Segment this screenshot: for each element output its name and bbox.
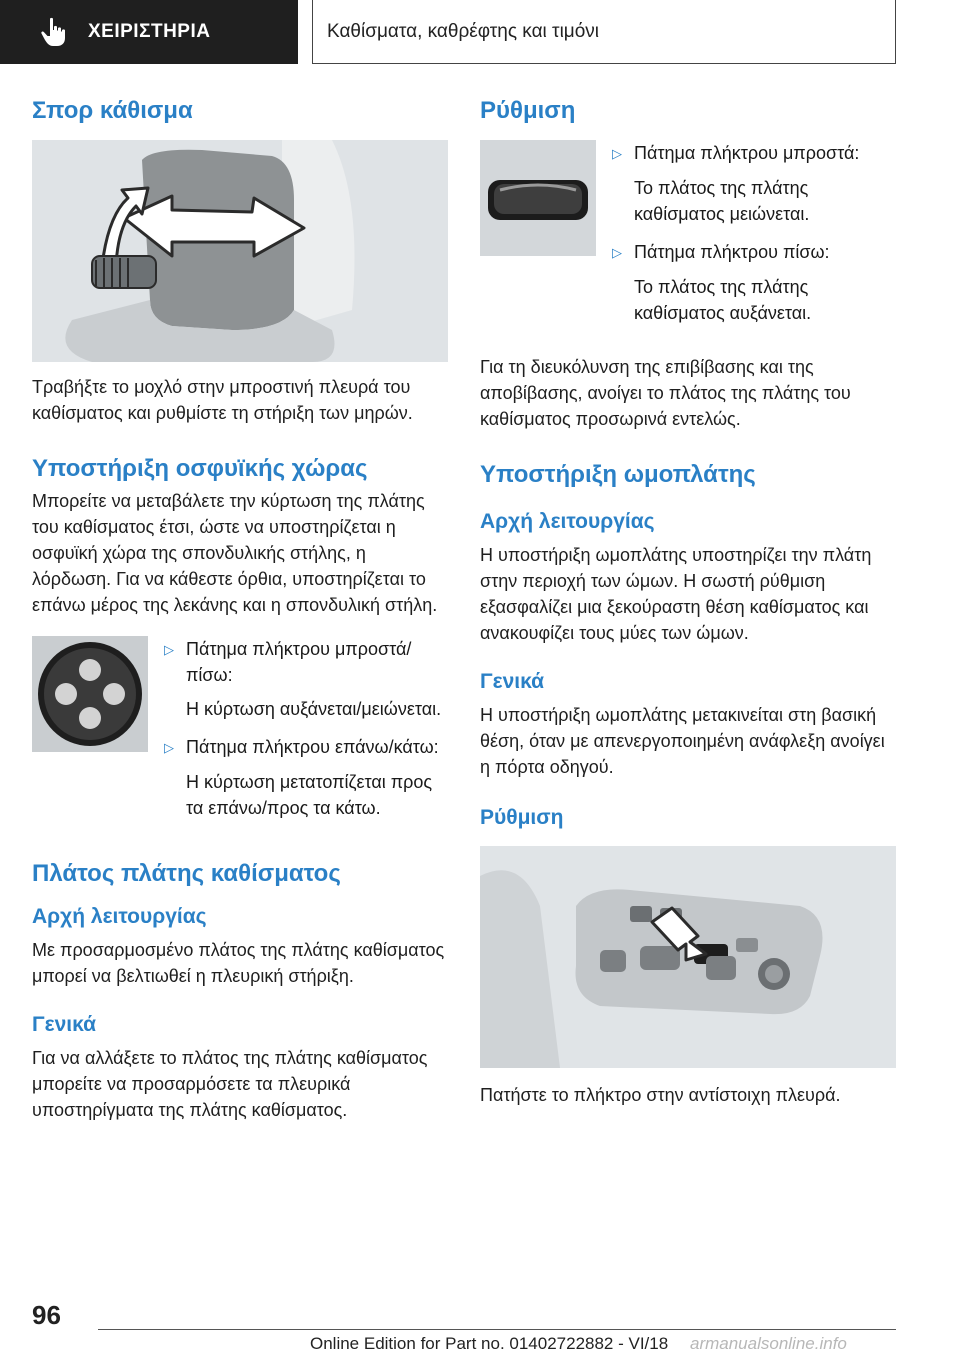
- left-column: [32, 96, 448, 1123]
- lumbar-switch-illustration: [32, 636, 148, 752]
- right-column: [480, 96, 896, 1108]
- step-action: Πάτημα πλήκτρου μπροστά/πίσω:: [186, 639, 412, 685]
- shoulder-principle-heading: Αρχή λειτουργίας: [480, 510, 655, 533]
- width-general-heading: Γενικά: [32, 1013, 97, 1036]
- step-item: [612, 239, 896, 266]
- step-result: Η κύρτωση μετατοπίζεται προς τα επάνω/προς τα κάτω.: [186, 772, 433, 818]
- step-result: Το πλάτος της πλάτης καθίσματος μειώνεται.: [634, 178, 810, 224]
- header-tab-manual: [0, 0, 298, 64]
- shoulder-heading: Υποστήριξη ωμοπλάτης: [480, 461, 756, 488]
- triangle-bullet-icon: ▷: [164, 740, 174, 755]
- shoulder-adjust-text: Πατήστε το πλήκτρο στην αντίστοιχη πλευρά.: [480, 1085, 841, 1105]
- width-general-text: Για να αλλάξετε το πλάτος της πλάτης καθίσματος μπορείτε να προσαρμόσετε τα πλευρικά υποστηρίγματα της πλάτης καθίσματος.: [32, 1048, 428, 1120]
- shoulder-figure: [480, 846, 896, 1068]
- width-heading: Πλάτος πλάτης καθίσματος: [32, 860, 341, 887]
- chapter-title: Καθίσματα, καθρέφτης και τιμόνι: [327, 20, 600, 42]
- step-action: Πάτημα πλήκτρου επάνω/κάτω:: [186, 737, 439, 757]
- step-action: Πάτημα πλήκτρου πίσω:: [634, 242, 830, 262]
- adjust-heading: Ρύθμιση: [480, 97, 576, 124]
- lumbar-text: Μπορείτε να μεταβάλετε την κύρτωση της πλάτης του καθίσματος έτσι, ώστε να υποστηρίζεται η οσφυϊκή χώρα της σπονδυλικής στήλης, η λόρδωση. Για να κάθεστε όρθια, υποστηρίζεται το επάνω μέρος της λεκάνης και η σπονδυλική στήλη.: [32, 491, 438, 615]
- lumbar-controls: [32, 636, 448, 833]
- step-item: [164, 636, 448, 688]
- footer-divider: [98, 1329, 896, 1330]
- footer-edition: Online Edition for Part no. 01402722882 - VI/18: [310, 1334, 669, 1353]
- width-principle-text: Με προσαρμοσμένο πλάτος της πλάτης καθίσματος μπορεί να βελτιωθεί η πλευρική στήριξη.: [32, 940, 445, 986]
- seat-switches-illustration: [480, 846, 896, 1068]
- step-item: [612, 140, 896, 167]
- sport-seat-heading: Σπορ κάθισμα: [32, 97, 193, 124]
- width-switch-figure: [480, 140, 596, 256]
- shoulder-principle-text: Η υποστήριξη ωμοπλάτης υποστηρίζει την πλάτη στην περιοχή των ώμων. Η σωστή ρύθμιση εξασφαλίζει μια ξεκούραστη θέση καθίσματος και ανακουφίζει τους μύες των ώμων.: [480, 545, 872, 643]
- manual-title: ΧΕΙΡΙΣΤΗΡΙΑ: [88, 21, 211, 42]
- shoulder-adjust-heading: Ρύθμιση: [480, 806, 564, 829]
- hand-pointer-icon: [38, 15, 72, 49]
- step-result: Το πλάτος της πλάτης καθίσματος αυξάνεται.: [634, 277, 812, 323]
- triangle-bullet-icon: ▷: [612, 245, 622, 260]
- width-switch-illustration: [480, 140, 596, 256]
- triangle-bullet-icon: ▷: [164, 642, 174, 657]
- page-number: 96: [32, 1300, 61, 1330]
- adjust-note: Για τη διευκόλυνση της επιβίβασης και της αποβίβασης, ανοίγει το πλάτος της πλάτης του καθίσματος προσωρινά εντελώς.: [480, 357, 851, 429]
- sport-seat-figure: [32, 140, 448, 362]
- lumbar-heading: Υποστήριξη οσφυϊκής χώρας: [32, 455, 368, 482]
- width-principle-heading: Αρχή λειτουργίας: [32, 905, 207, 928]
- step-item: [164, 734, 448, 761]
- watermark-logo: armanualsonline.info: [690, 1334, 847, 1353]
- shoulder-general-text: Η υποστήριξη ωμοπλάτης μετακινείται στη βασική θέση, όταν με απενεργοποιημένη ανάφλεξη ανοίγει η πόρτα οδηγού.: [480, 705, 885, 777]
- lumbar-steps: [164, 636, 448, 833]
- triangle-bullet-icon: ▷: [612, 146, 622, 161]
- sport-seat-text: Τραβήξτε το μοχλό στην μπροστινή πλευρά του καθίσματος και ρυθμίστε τη στήριξη των μηρών.: [32, 377, 413, 423]
- width-steps: [612, 140, 896, 338]
- step-action: Πάτημα πλήκτρου μπροστά:: [634, 143, 860, 163]
- header-tab-chapter: [312, 0, 896, 64]
- step-result: Η κύρτωση αυξάνεται/μειώνεται.: [186, 699, 442, 719]
- seat-lever-illustration: [32, 140, 448, 362]
- lumbar-switch-figure: [32, 636, 148, 752]
- width-controls: [480, 140, 896, 338]
- shoulder-general-heading: Γενικά: [480, 670, 545, 693]
